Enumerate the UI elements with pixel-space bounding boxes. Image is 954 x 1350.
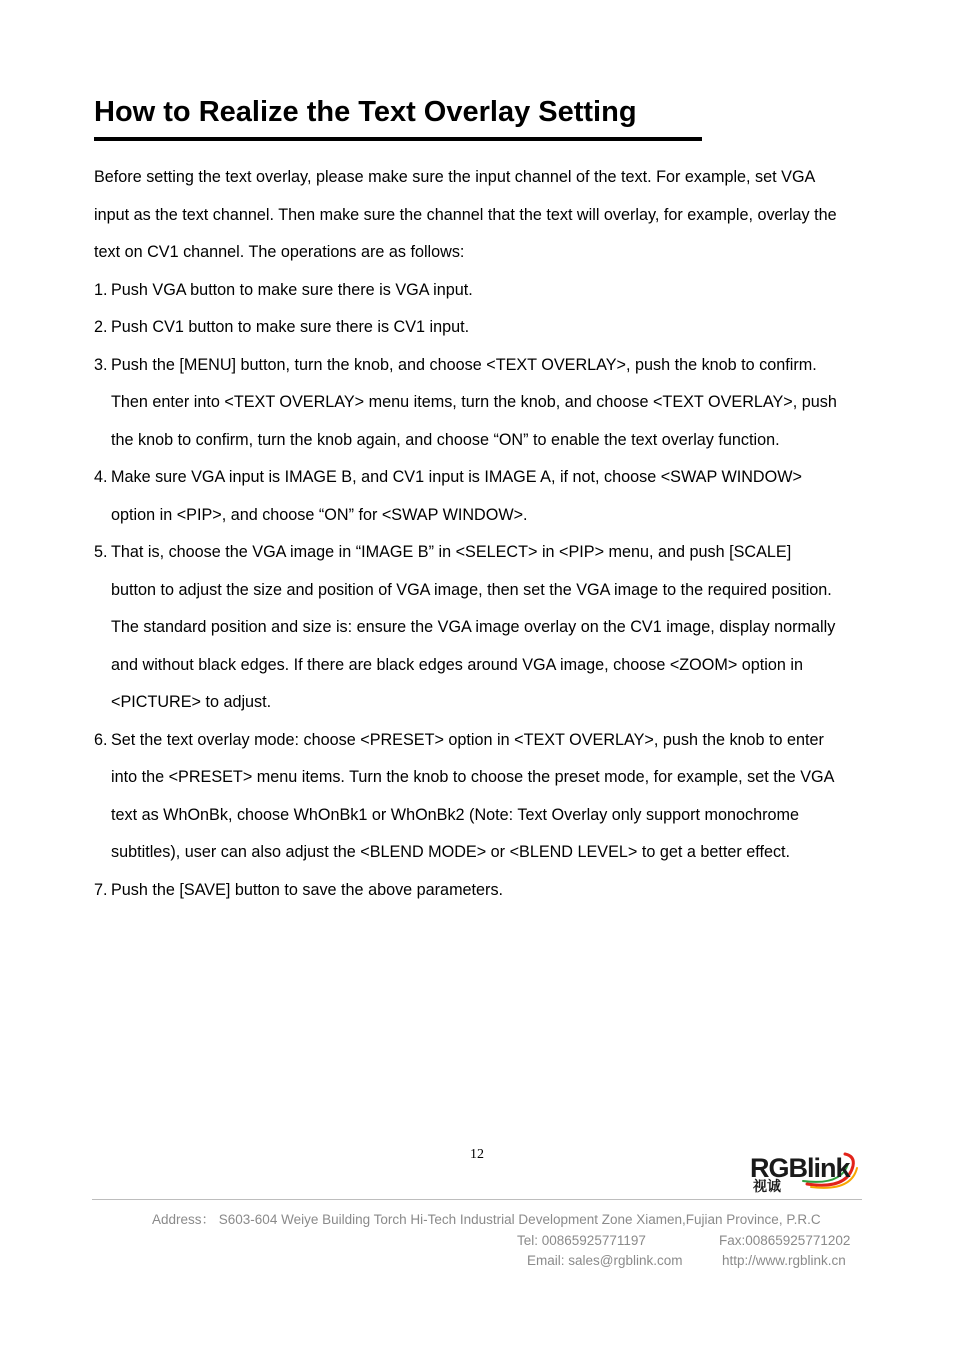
step-line: Push VGA button to make sure there is VGA input. xyxy=(111,280,473,299)
step-line: Push the [SAVE] button to save the above parameters. xyxy=(111,880,504,899)
step-line: Push CV1 button to make sure there is CV1 input. xyxy=(111,318,470,336)
step-line: button to adjust the size and position of VGA image, then set the VGA image to the required position. xyxy=(111,580,832,599)
footer-email[interactable]: Email: sales@rgblink.com xyxy=(527,1253,683,1268)
step-text xyxy=(111,347,884,460)
step-line: into the <PRESET> menu items. Turn the knob to choose the preset mode, for example, set the VGA xyxy=(111,768,835,786)
step-number: 6. xyxy=(94,730,108,749)
logo-chinese-mark: 视诚 xyxy=(753,1179,781,1195)
step-text xyxy=(111,534,884,722)
step-line: That is, choose the VGA image in “IMAGE B” in <SELECT> in <PIP> menu, and push [SCALE] xyxy=(111,543,792,561)
step-5 xyxy=(94,534,884,722)
step-6 xyxy=(94,722,884,872)
page-title: How to Realize the Text Overlay Setting xyxy=(94,96,637,128)
intro-line: text on CV1 channel. The operations are as follows: xyxy=(94,243,465,261)
step-number: 2. xyxy=(94,318,108,336)
step-text xyxy=(111,459,884,534)
step-number: 4. xyxy=(94,468,108,486)
step-line: Push the [MENU] button, turn the knob, and choose <TEXT OVERLAY>, push the knob to confirm. xyxy=(111,355,817,374)
steps-list xyxy=(94,272,884,910)
title-underline xyxy=(94,137,702,141)
step-line: and without black edges. If there are black edges around VGA image, choose <ZOOM> option in xyxy=(111,655,803,674)
step-line: Then enter into <TEXT OVERLAY> menu items, turn the knob, and choose <TEXT OVERLAY>, push xyxy=(111,393,837,411)
footer-address: Address： S603-604 Weiye Building Torch Hi-Tech Industrial Development Zone Xiamen,Fujian Province, P.R.C xyxy=(152,1212,821,1227)
step-line: The standard position and size is: ensure the VGA image overlay on the CV1 image, display normally xyxy=(111,618,836,636)
step-number: 7. xyxy=(94,880,108,899)
step-2 xyxy=(94,309,884,347)
step-3 xyxy=(94,347,884,460)
step-line: subtitles), user can also adjust the <BLEND MODE> or <BLEND LEVEL> to get a better effect. xyxy=(111,843,791,861)
footer-divider xyxy=(92,1199,862,1200)
step-number: 5. xyxy=(94,543,108,561)
footer-website[interactable]: http://www.rgblink.cn xyxy=(722,1253,846,1268)
footer-fax: Fax:00865925771202 xyxy=(719,1233,851,1248)
step-7 xyxy=(94,872,884,910)
step-text xyxy=(111,272,884,310)
step-line: the knob to confirm, turn the knob again, and choose “ON” to enable the text overlay function. xyxy=(111,430,780,449)
step-4 xyxy=(94,459,884,534)
step-line: Make sure VGA input is IMAGE B, and CV1 input is IMAGE A, if not, choose <SWAP WINDOW> xyxy=(111,468,802,486)
rgblink-logo xyxy=(747,1150,859,1196)
step-line: Set the text overlay mode: choose <PRESET> option in <TEXT OVERLAY>, push the knob to enter xyxy=(111,730,824,749)
step-text xyxy=(111,872,884,910)
document-body xyxy=(94,159,884,909)
step-line: text as WhOnBk, choose WhOnBk1 or WhOnBk2 (Note: Text Overlay only support monochrome xyxy=(111,805,799,824)
logo-wordmark: RGBlink xyxy=(750,1153,850,1183)
step-line: <PICTURE> to adjust. xyxy=(111,693,272,711)
step-text xyxy=(111,722,884,872)
step-text xyxy=(111,309,884,347)
step-1 xyxy=(94,272,884,310)
step-number: 1. xyxy=(94,280,108,299)
footer-tel: Tel: 00865925771197 xyxy=(517,1233,646,1248)
intro-line: Before setting the text overlay, please make sure the input channel of the text. For example, set VGA xyxy=(94,168,816,186)
step-line: option in <PIP>, and choose “ON” for <SWAP WINDOW>. xyxy=(111,505,528,524)
intro-line: input as the text channel. Then make sure the channel that the text will overlay, for example, overlay the xyxy=(94,205,837,224)
step-number: 3. xyxy=(94,355,108,374)
page-number: 12 xyxy=(470,1147,484,1162)
